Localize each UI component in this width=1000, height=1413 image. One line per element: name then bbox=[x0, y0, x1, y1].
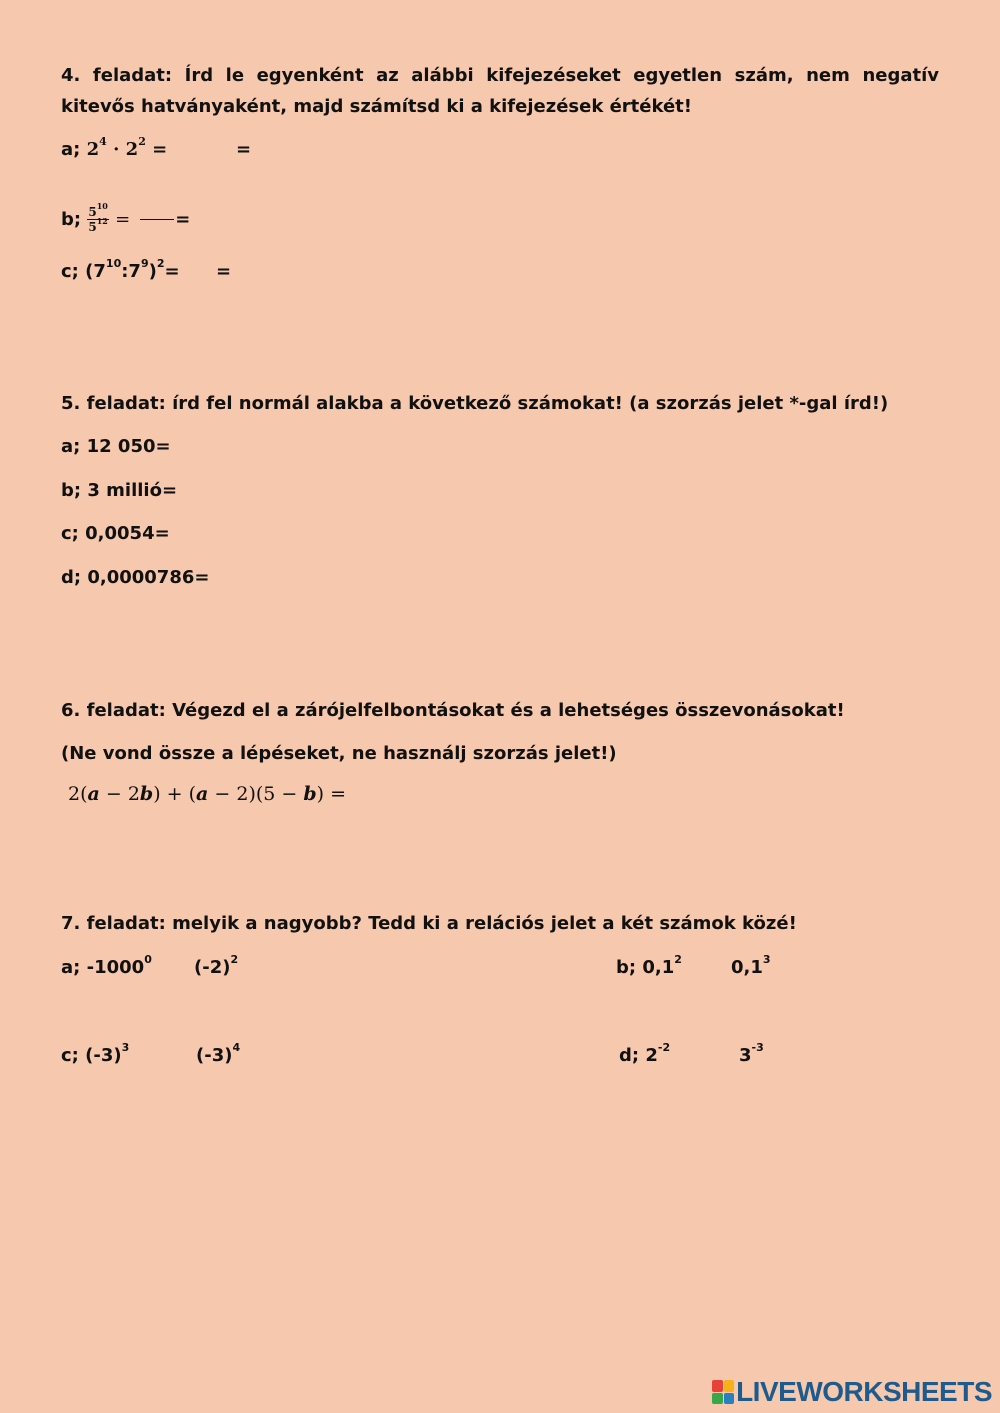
task7-a-left: a; -1000$^0$ bbox=[61, 953, 152, 978]
task4-c-second-equals: = bbox=[216, 261, 232, 282]
task5-item-a: a; 12 050= bbox=[61, 436, 171, 457]
task6-expression: 2(a − 2b) + (a − 2)(5 − b) = bbox=[68, 783, 347, 805]
task4-b-answer-line bbox=[140, 219, 174, 220]
task4-a-second-equals: = bbox=[236, 139, 252, 160]
logo-squares-icon bbox=[712, 1380, 734, 1404]
task4-heading: 4. feladat: Írd le egyenként az alábbi kifejezéseket egyetlen szám, nem negatív kitevős hatványaként, majd számítsd ki a kifejezések értékét! bbox=[61, 65, 939, 117]
task7-c-left: c; $(-3)^3$ bbox=[61, 1041, 130, 1066]
task4-b-fraction: $\frac{5^{10}}{5^{12}}$ bbox=[88, 201, 108, 234]
task4-a: a; $2^4 \cdot 2^2$ = bbox=[61, 135, 168, 160]
task7-a-right: $(-2)^2$ bbox=[194, 953, 239, 978]
task7-b-right: $0,1^3$ bbox=[731, 953, 771, 978]
logo-text: LIVEWORKSHEETS bbox=[736, 1376, 992, 1407]
task7-b-left: b; $0,1^2$ bbox=[616, 953, 682, 978]
task4-c: c; $(7^{10}:7^9)^2=$ bbox=[61, 257, 180, 282]
task5-item-d: d; 0,0000786= bbox=[61, 567, 210, 588]
task5-item-c: c; 0,0054= bbox=[61, 523, 170, 544]
task6-heading: 6. feladat: Végezd el a zárójelfelbontásokat és a lehetséges összevonásokat! bbox=[61, 700, 845, 721]
task4-b: b; $\frac{5^{10}}{5^{12}}$ = = bbox=[61, 201, 191, 234]
task7-d-left: d; $2^{-2}$ bbox=[619, 1041, 671, 1066]
task4-a-expression: $2^4 \cdot 2^2$ = bbox=[86, 135, 168, 160]
task7-d-right: $3^{-3}$ bbox=[739, 1041, 764, 1066]
liveworksheets-logo bbox=[712, 1376, 992, 1408]
task7-heading: 7. feladat: melyik a nagyobb? Tedd ki a relációs jelet a két számok közé! bbox=[61, 913, 797, 934]
task6-note: (Ne vond össze a lépéseket, ne használj szorzás jelet!) bbox=[61, 743, 617, 764]
task5-item-b: b; 3 millió= bbox=[61, 480, 178, 501]
task5-heading: 5. feladat: írd fel normál alakba a következő számokat! (a szorzás jelet *-gal írd!) bbox=[61, 393, 889, 414]
task7-c-right: $(-3)^4$ bbox=[196, 1041, 241, 1066]
